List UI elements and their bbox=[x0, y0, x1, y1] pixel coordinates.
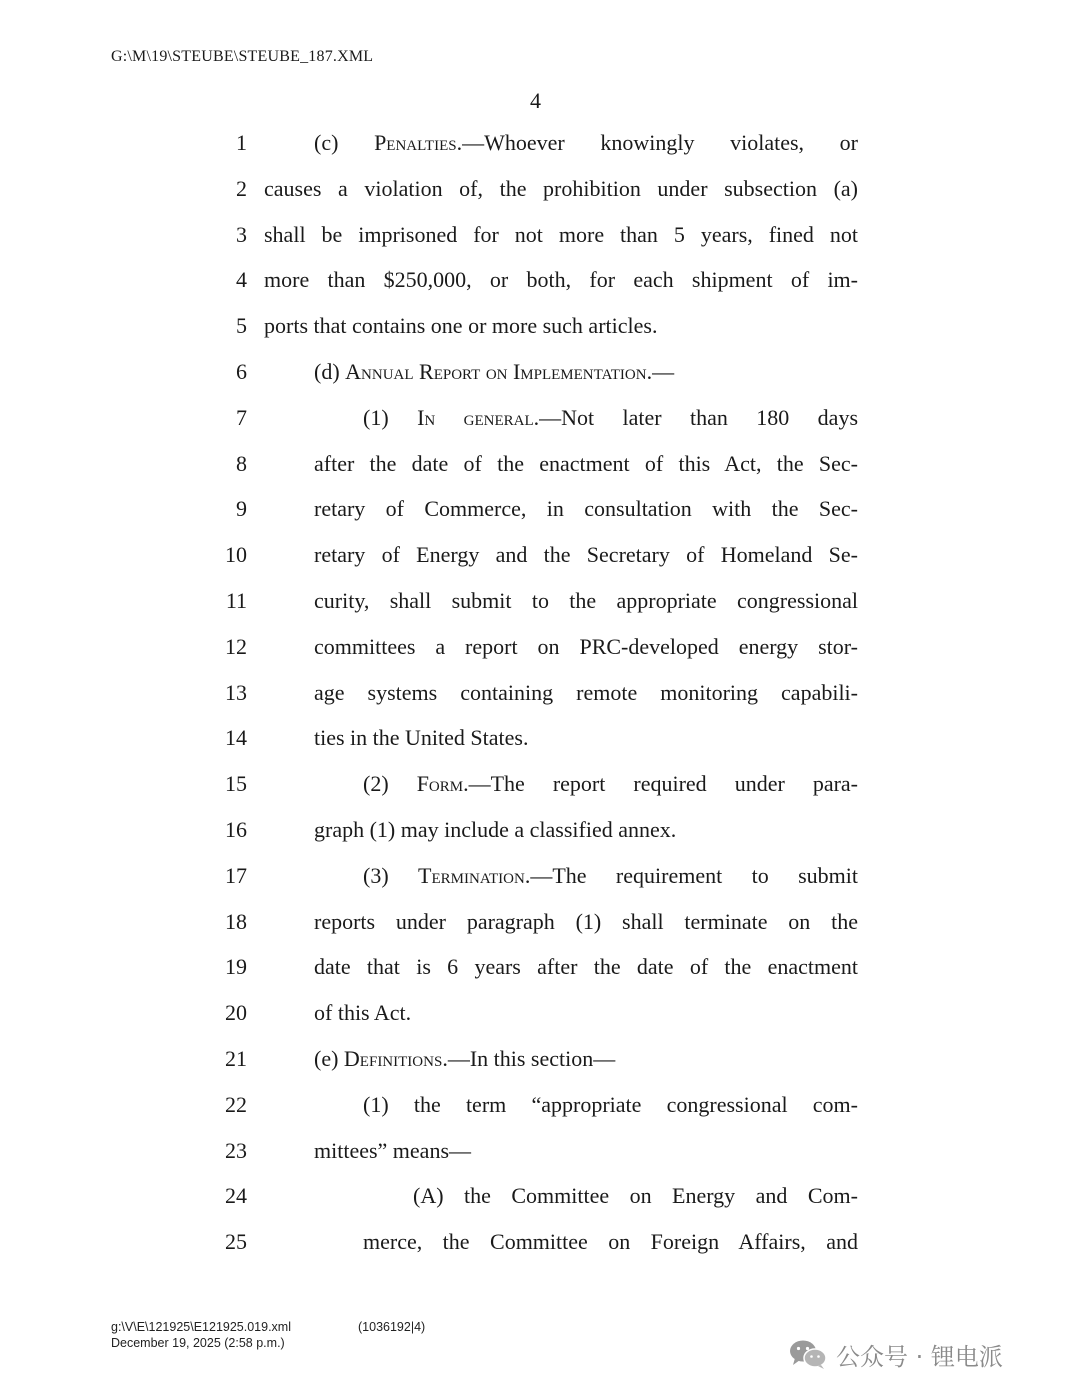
line-number: 11 bbox=[225, 588, 247, 613]
line-number: 23 bbox=[225, 1138, 247, 1163]
section-text: .— bbox=[646, 359, 675, 384]
text-line: of this Act. bbox=[314, 1000, 412, 1025]
text-line: retary of Energy and the Secretary of Homeland Se- bbox=[314, 542, 858, 567]
line-number: 14 bbox=[225, 725, 247, 750]
section-marker: (2) bbox=[363, 771, 417, 796]
text-line: shall be imprisoned for not more than 5 years, fined not bbox=[264, 222, 858, 247]
section-text: .—In this section— bbox=[442, 1046, 616, 1071]
line-number: 4 bbox=[236, 267, 247, 292]
watermark bbox=[788, 1336, 1003, 1372]
line-number: 16 bbox=[225, 817, 247, 842]
line-number: 12 bbox=[225, 634, 247, 659]
text-line: reports under paragraph (1) shall terminate on the bbox=[314, 909, 858, 934]
text-line bbox=[314, 128, 858, 158]
line-number: 7 bbox=[236, 405, 247, 430]
text-line bbox=[314, 1044, 615, 1074]
footer-timestamp: December 19, 2025 (2:58 p.m.) bbox=[111, 1336, 285, 1350]
line-number: 25 bbox=[225, 1229, 247, 1254]
line-number: 5 bbox=[236, 313, 247, 338]
text-line: committees a report on PRC-developed energy stor- bbox=[314, 634, 858, 659]
text-line: causes a violation of, the prohibition under subsection (a) bbox=[264, 176, 858, 201]
line-number: 1 bbox=[236, 130, 247, 155]
line-number: 20 bbox=[225, 1000, 247, 1025]
line-number: 10 bbox=[225, 542, 247, 567]
line-number: 21 bbox=[225, 1046, 247, 1071]
text-line: age systems containing remote monitoring capabili- bbox=[314, 680, 858, 705]
section-marker: (3) bbox=[363, 863, 419, 888]
text-line: merce, the Committee on Foreign Affairs, and bbox=[363, 1229, 858, 1254]
section-heading: Penalties bbox=[374, 130, 457, 155]
section-marker: (d) bbox=[314, 359, 346, 384]
line-number: 9 bbox=[236, 496, 247, 521]
section-heading: Form bbox=[416, 771, 464, 796]
section-marker: (c) bbox=[314, 130, 375, 155]
footer-file-path: g:\V\E\121925\E121925.019.xml bbox=[111, 1320, 291, 1334]
line-number: 8 bbox=[236, 451, 247, 476]
line-number: 18 bbox=[225, 909, 247, 934]
text-line: ties in the United States. bbox=[314, 725, 529, 750]
text-line: ports that contains one or more such articles. bbox=[264, 313, 658, 338]
line-number: 3 bbox=[236, 222, 247, 247]
text-line: more than $250,000, or both, for each shipment of im- bbox=[264, 267, 858, 292]
footer-doc-code: (1036192|4) bbox=[358, 1320, 426, 1334]
section-text: .—The requirement to submit bbox=[524, 863, 858, 888]
line-number: 19 bbox=[225, 954, 247, 979]
line-number: 15 bbox=[225, 771, 247, 796]
file-path-header: G:\M\19\STEUBE\STEUBE_187.XML bbox=[111, 48, 374, 65]
section-text: .—Not later than 180 days bbox=[533, 405, 859, 430]
section-text: .—Whoever knowingly violates, or bbox=[456, 130, 858, 155]
text-line: graph (1) may include a classified annex. bbox=[314, 817, 677, 842]
section-text: .—The report required under para- bbox=[463, 771, 858, 796]
section-heading: Definitions bbox=[343, 1046, 443, 1071]
wechat-icon bbox=[788, 1338, 828, 1370]
text-line: mittees” means— bbox=[314, 1138, 472, 1163]
line-number: 17 bbox=[225, 863, 247, 888]
text-line: (1) the term “appropriate congressional com- bbox=[363, 1092, 858, 1117]
section-marker: (1) bbox=[363, 405, 418, 430]
page-number: 4 bbox=[530, 88, 541, 113]
footer-file-info bbox=[111, 1319, 291, 1351]
section-heading: Termination bbox=[418, 863, 525, 888]
text-line: (A) the Committee on Energy and Com- bbox=[413, 1183, 858, 1208]
text-line: after the date of the enactment of this Act, the Sec- bbox=[314, 451, 858, 476]
section-heading: In general bbox=[417, 405, 534, 430]
line-number: 22 bbox=[225, 1092, 247, 1117]
text-line: date that is 6 years after the date of the enactment bbox=[314, 954, 858, 979]
section-marker: (e) bbox=[314, 1046, 344, 1071]
line-number: 6 bbox=[236, 359, 247, 384]
line-number: 13 bbox=[225, 680, 247, 705]
text-line: curity, shall submit to the appropriate congressional bbox=[314, 588, 858, 613]
text-line bbox=[363, 403, 858, 433]
line-number: 24 bbox=[225, 1183, 247, 1208]
watermark-text: 公众号 · 锂电派 bbox=[836, 1342, 1003, 1371]
text-line bbox=[314, 357, 674, 387]
line-number: 2 bbox=[236, 176, 247, 201]
text-line bbox=[363, 861, 858, 891]
text-line bbox=[363, 769, 858, 799]
section-heading: Annual Report on Implementation bbox=[345, 359, 647, 384]
text-line: retary of Commerce, in consultation with the Sec- bbox=[314, 496, 858, 521]
